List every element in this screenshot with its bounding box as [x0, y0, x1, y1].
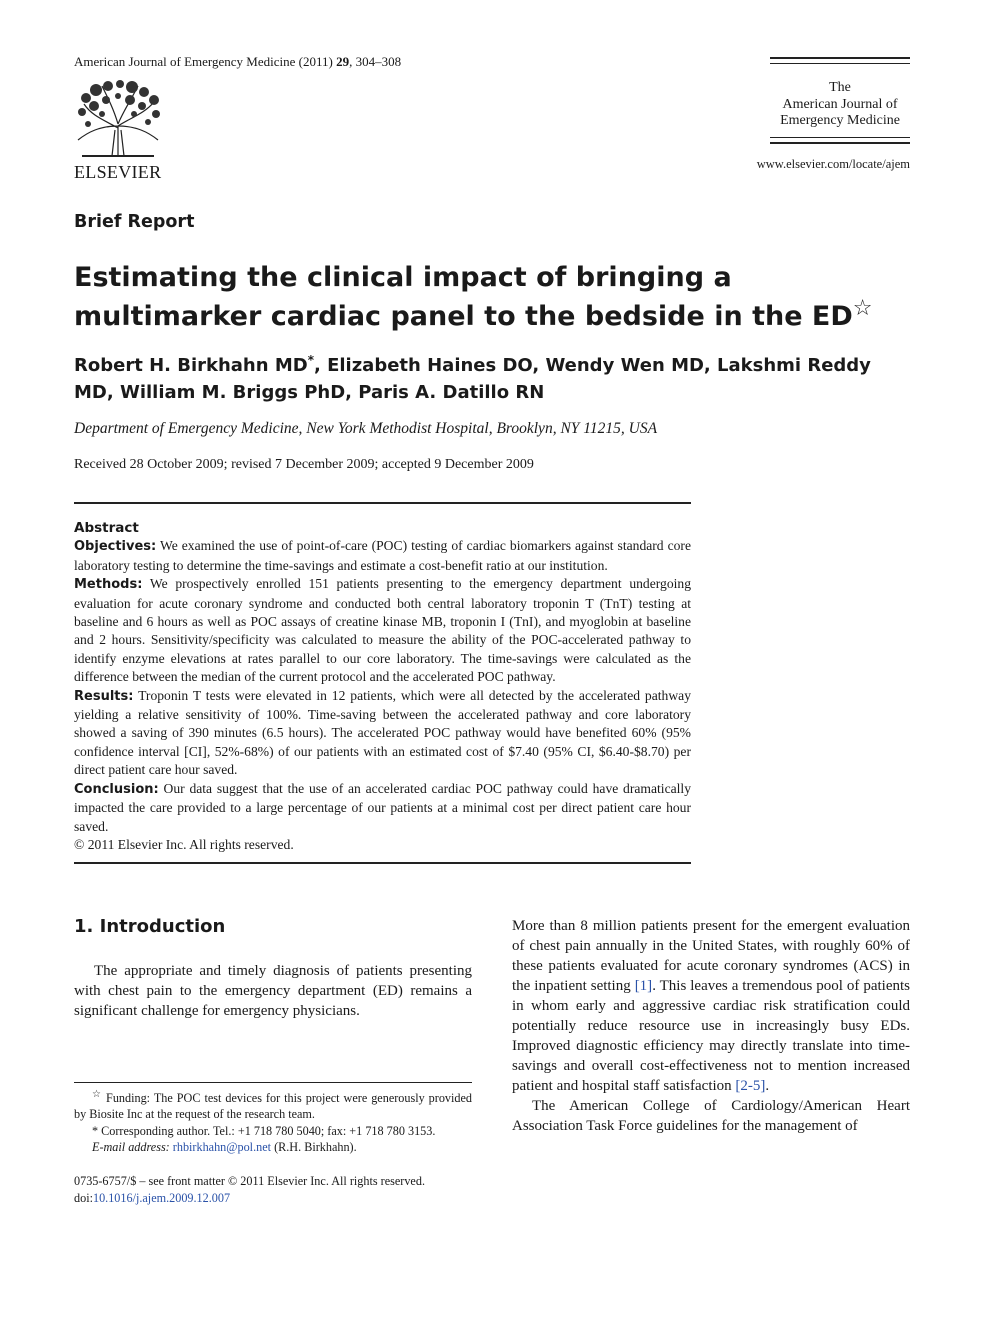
journal-top-rule: [770, 57, 910, 59]
journal-bottom-rule: [770, 142, 910, 144]
journal-top-rule-thin: [770, 63, 910, 64]
reference-link-2-5[interactable]: [2-5]: [735, 1078, 766, 1094]
affiliation: Department of Emergency Medicine, New York Methodist Hospital, Brooklyn, NY 11215, USA: [74, 420, 658, 437]
abstract-objectives: Objectives: We examined the use of point-of-care (POC) testing of cardiac biomarkers against standard core laboratory testing to determine the time-savings and estimate a cost-benefit ratio at our institution.: [74, 538, 691, 573]
abstract-bottom-rule: [74, 862, 691, 864]
title-footnote-mark[interactable]: ☆: [852, 296, 873, 321]
abstract-methods: Methods: We prospectively enrolled 151 patients presenting to the emergency department undergoing evaluation for acute coronary syndrome and conducted both central laboratory troponin T (TnT) testing at baseline and 6 hours as well as POC assays of creatine kinase MB, troponin I (TnI), and myoglobin at baseline and 2 hours. Sensitivity/specificity was calculated to measure the ability of the POC-accelerated pathway to identify enzyme elevations at rates parallel to our core laboratory. The time-savings were calculated as the difference between the median of the current protocol and the accelerated POC pathway.: [74, 576, 691, 685]
funding-footnote: ☆ Funding: The POC test devices for this project were generously provided by Biosite Inc at the request of the research team.: [74, 1089, 473, 1122]
introduction-heading: 1. Introduction: [74, 916, 226, 937]
publisher-name: ELSEVIER: [74, 162, 162, 182]
journal-bottom-rule-thin: [770, 137, 910, 138]
abstract: [74, 519, 691, 854]
abstract-results: Results: Troponin T tests were elevated in 12 patients, which were all detected by the accelerated pathway yielding a relative sensitivity of 100%. Time-saving between the accelerated pathway and core laboratory showed a saving of 390 minutes (6.5 hours). The accelerated POC pathway would have benefited 60% (95% confidence interval [CI], 52%-68%) of our patients with an estimated cost of $7.40 (95% CI, $6.40-$8.70) per direct patient care hour saved.: [74, 687, 691, 778]
author-list: Robert H. Birkhahn MD*, Elizabeth Haines DO, Wendy Wen MD, Lakshmi Reddy MD, William M. Briggs PhD, Paris A. Datillo RN: [74, 353, 871, 403]
footnote-rule: [74, 1082, 472, 1083]
issn-line: 0735-6757/$ – see front matter © 2011 Elsevier Inc. All rights reserved.: [74, 1174, 425, 1188]
abstract-copyright: © 2011 Elsevier Inc. All rights reserved.: [74, 836, 294, 852]
section-label: Brief Report: [74, 212, 195, 232]
article-title: Estimating the clinical impact of bringing a multimarker cardiac panel to the bedside in the ED☆: [74, 262, 873, 332]
abstract-top-rule: [74, 502, 691, 504]
journal-title: The American Journal of Emergency Medicine: [780, 80, 900, 128]
footnotes: [74, 1087, 472, 1156]
front-matter-info: [74, 1173, 474, 1207]
email-link[interactable]: rhbirkhahn@pol.net: [172, 1140, 272, 1155]
introduction-left-paragraph: The appropriate and timely diagnosis of patients presenting with chest pain to the emergency department (ED) remains a significant challenge for emergency physicians.: [74, 963, 472, 1019]
introduction-paragraph-1: More than 8 million patients present for the emergent evaluation of chest pain annually in the United States, with roughly 60% of these patients evaluated for acute coronary syndromes (ACS) in the inpatient setting [1]. This leaves a tremendous pool of patients in whom early and aggressive cardiac risk stratification could potentially reduce resource use in increasingly busy EDs. Improved diagnostic efficiency may directly translate into time-savings and overall cost-effectiveness not to mention increased patient and hospital staff satisfaction [2-5].: [512, 918, 910, 1094]
introduction-paragraph-2: The American College of Cardiology/American Heart Association Task Force guidelines for the management of: [512, 1098, 910, 1134]
reference-link-1[interactable]: [1]: [634, 978, 653, 994]
elsevier-tree-logo: [74, 80, 162, 158]
email-footnote: E-mail address: rhbirkhahn@pol.net (R.H. Birkhahn).: [92, 1140, 357, 1155]
introduction-right-column: [512, 916, 910, 1136]
article-dates: Received 28 October 2009; revised 7 December 2009; accepted 9 December 2009: [74, 457, 534, 472]
journal-citation: American Journal of Emergency Medicine (2011) 29, 304–308: [74, 54, 402, 69]
corresponding-footnote: * Corresponding author. Tel.: +1 718 780 5040; fax: +1 718 780 3153.: [92, 1123, 436, 1138]
abstract-conclusion: Conclusion: Our data suggest that the use of an accelerated cardiac POC pathway could have dramatically impacted the care provided to a large percentage of our patients at a minimal cost per direct patient care hour saved.: [74, 780, 691, 834]
abstract-heading: Abstract: [74, 520, 139, 536]
corresponding-mark[interactable]: *: [307, 353, 314, 367]
doi-link[interactable]: 10.1016/j.ajem.2009.12.007: [92, 1191, 231, 1205]
doi-line: doi:10.1016/j.ajem.2009.12.007: [74, 1191, 231, 1205]
journal-url[interactable]: www.elsevier.com/locate/ajem: [756, 157, 910, 171]
